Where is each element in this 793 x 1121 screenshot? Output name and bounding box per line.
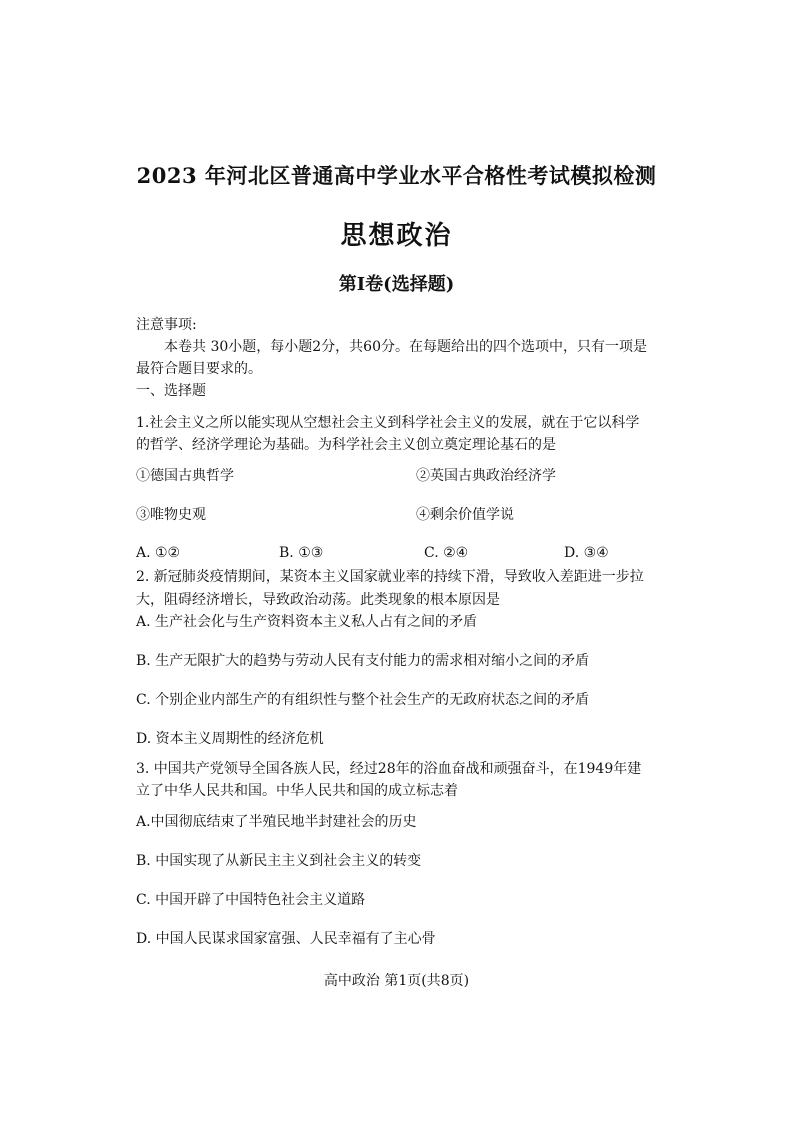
q3-option-d: D. 中国人民谋求国家富强、人民幸福有了主心骨 <box>136 931 436 947</box>
notice-text-line2: 最符合题目要求的。 <box>136 361 262 377</box>
exam-title: 2023 年河北区普通高中学业水平合格性考试模拟检测 <box>136 163 657 188</box>
q3-stem-line1: 3. 中国共产党领导全国各族人民，经过28年的浴血奋战和顽强奋斗，在1949年建 <box>136 761 642 777</box>
q1-option-c: C. ②④ <box>424 545 469 561</box>
q2-stem-line1: 2. 新冠肺炎疫情期间，某资本主义国家就业率的持续下滑，导致收入差距进一步拉 <box>136 569 644 585</box>
q3-option-b: B. 中国实现了从新民主主义到社会主义的转变 <box>136 853 422 869</box>
q2-option-b: B. 生产无限扩大的趋势与劳动人民有支付能力的需求相对缩小之间的矛盾 <box>136 653 590 669</box>
q1-option-a: A. ①② <box>136 545 181 561</box>
q1-stem-line2: 的哲学、经济学理论为基础。为科学社会主义创立奠定理论基石的是 <box>136 437 556 453</box>
q1-option-d: D. ③④ <box>564 545 609 561</box>
notice-heading: 注意事项: <box>136 317 197 333</box>
q1-stem-line1: 1.社会主义之所以能实现从空想社会主义到科学社会主义的发展，就在于它以科学 <box>136 415 640 431</box>
q2-option-d: D. 资本主义周期性的经济危机 <box>136 731 324 747</box>
subject-title: 思想政治 <box>340 221 453 251</box>
q3-option-c: C. 中国开辟了中国特色社会主义道路 <box>136 892 366 908</box>
q1-item-1: ①德国古典哲学 <box>136 468 234 484</box>
q1-option-b: B. ①③ <box>279 545 324 561</box>
q1-item-2: ②英国古典政治经济学 <box>416 468 556 484</box>
notice-text-line1: 本卷共 30小题，每小题2分，共60分。在每题给出的四个选项中，只有一项是 <box>164 339 647 355</box>
page-footer: 高中政治 第1页(共8页) <box>323 973 470 989</box>
q2-stem-line2: 大，阻碍经济增长，导致政治动荡。此类现象的根本原因是 <box>136 592 500 608</box>
q3-option-a: A.中国彻底结束了半殖民地半封建社会的历史 <box>136 814 417 830</box>
q3-stem-line2: 立了中华人民共和国。中华人民共和国的成立标志着 <box>136 783 458 799</box>
q2-option-c: C. 个别企业内部生产的有组织性与整个社会生产的无政府状态之间的矛盾 <box>136 692 590 708</box>
q2-option-a: A. 生产社会化与生产资料资本主义私人占有之间的矛盾 <box>136 614 478 630</box>
q1-item-4: ④剩余价值学说 <box>416 507 514 523</box>
volume-title: 第Ⅰ卷(选择题) <box>338 274 455 295</box>
q1-item-3: ③唯物史观 <box>136 507 206 523</box>
section-heading: 一、选择题 <box>136 383 206 399</box>
